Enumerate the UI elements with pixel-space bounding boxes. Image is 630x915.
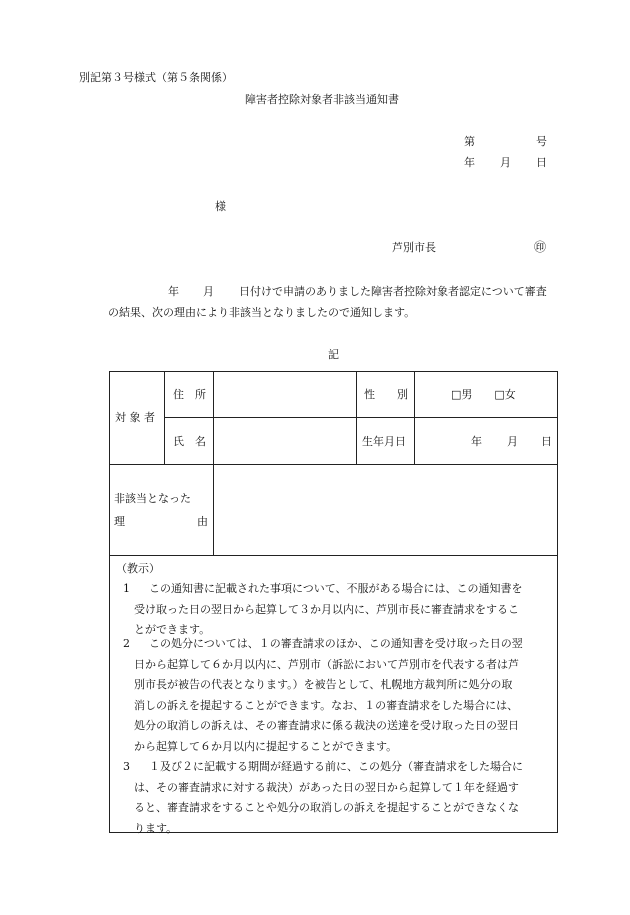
- sex-options[interactable]: □男 □女: [451, 388, 516, 401]
- notice-line: この通知書に記載された事項について、不服がある場合には、この通知書を: [149, 582, 523, 595]
- body-year-label: 年: [168, 285, 179, 298]
- date-year-label: 年: [464, 156, 475, 169]
- notice-line: 別市長が被告の代表となります。）を被告として、札幌地方裁判所に処分の取: [134, 678, 513, 691]
- ki-heading: 記: [328, 348, 339, 361]
- notice-line: 消しの訴えを提起することができます。なお、１の審査請求をした場合には、: [134, 699, 519, 712]
- notice-item-number: 1: [123, 582, 130, 595]
- birthdate-label: 生年月日: [362, 435, 406, 448]
- date-month-label: 月: [500, 156, 511, 169]
- birth-day-label: 日: [541, 435, 552, 448]
- notice-heading: （教示）: [116, 562, 160, 575]
- address-field[interactable]: [217, 378, 352, 414]
- notice-line: ると、審査請求をすることや処分の取消しの訴えを提起することができなくな: [134, 801, 519, 814]
- notice-item-number: 2: [123, 637, 130, 650]
- notice-line: ります。: [134, 822, 178, 835]
- notice-item: [116, 760, 556, 835]
- notice-line: から起算して６か月以内に提起することができます。: [134, 740, 398, 753]
- notice-line: １及び２に記載する期間が経過する前に、この処分（審査請求をした場合に: [149, 760, 523, 773]
- notice-item-number: 3: [123, 760, 130, 773]
- notice-item: [116, 583, 556, 639]
- notice-line: は、その審査請求に対する裁決）があった日の翌日から起算して１年を経過す: [134, 781, 519, 794]
- doc-number-go: 号: [536, 135, 547, 148]
- notice-line: 日から起算して６か月以内に、芦別市（訴訟において芦別市を代表する者は芦: [134, 658, 519, 671]
- form-header-label: 別記第３号様式（第５条関係）: [79, 71, 233, 84]
- document-title: 障害者控除対象者非該当通知書: [245, 93, 399, 106]
- reason-label-yu: 由: [197, 515, 208, 528]
- name-label: 氏 名: [173, 435, 206, 448]
- reason-field[interactable]: [218, 470, 552, 550]
- notice-item: [116, 638, 556, 758]
- body-line-2: の結果、次の理由により非該当となりましたので通知します。: [108, 306, 416, 319]
- seal-mark-icon: ㊞: [534, 240, 547, 254]
- body-line-1: 日付けで申請のありました障害者控除対象者認定について審査: [239, 285, 547, 298]
- notice-line: とができます。: [134, 623, 211, 636]
- notice-line: 処分の取消しの訴えは、その審査請求に係る裁決の送達を受け取った日の翌日: [134, 719, 519, 732]
- birth-year-label: 年: [471, 435, 482, 448]
- notice-line: 受け取った日の翌日から起算して３か月以内に、芦別市長に審査請求をするこ: [134, 603, 519, 616]
- body-month-label: 月: [203, 285, 214, 298]
- reason-label-ri: 理: [114, 515, 125, 528]
- reason-label-line1: 非該当となった: [114, 492, 191, 505]
- addressee-honorific: 様: [215, 200, 226, 213]
- birth-month-label: 月: [507, 435, 518, 448]
- issuer-name: 芦別市長: [392, 241, 436, 254]
- address-label: 住 所: [173, 388, 206, 401]
- date-day-label: 日: [536, 156, 547, 169]
- subject-label: 対 象 者: [115, 411, 155, 424]
- sex-label: 性 別: [364, 388, 408, 401]
- doc-number-dai: 第: [464, 135, 475, 148]
- notice-line: この処分については、１の審査請求のほか、この通知書を受け取った日の翌: [149, 637, 523, 650]
- name-field[interactable]: [217, 422, 352, 460]
